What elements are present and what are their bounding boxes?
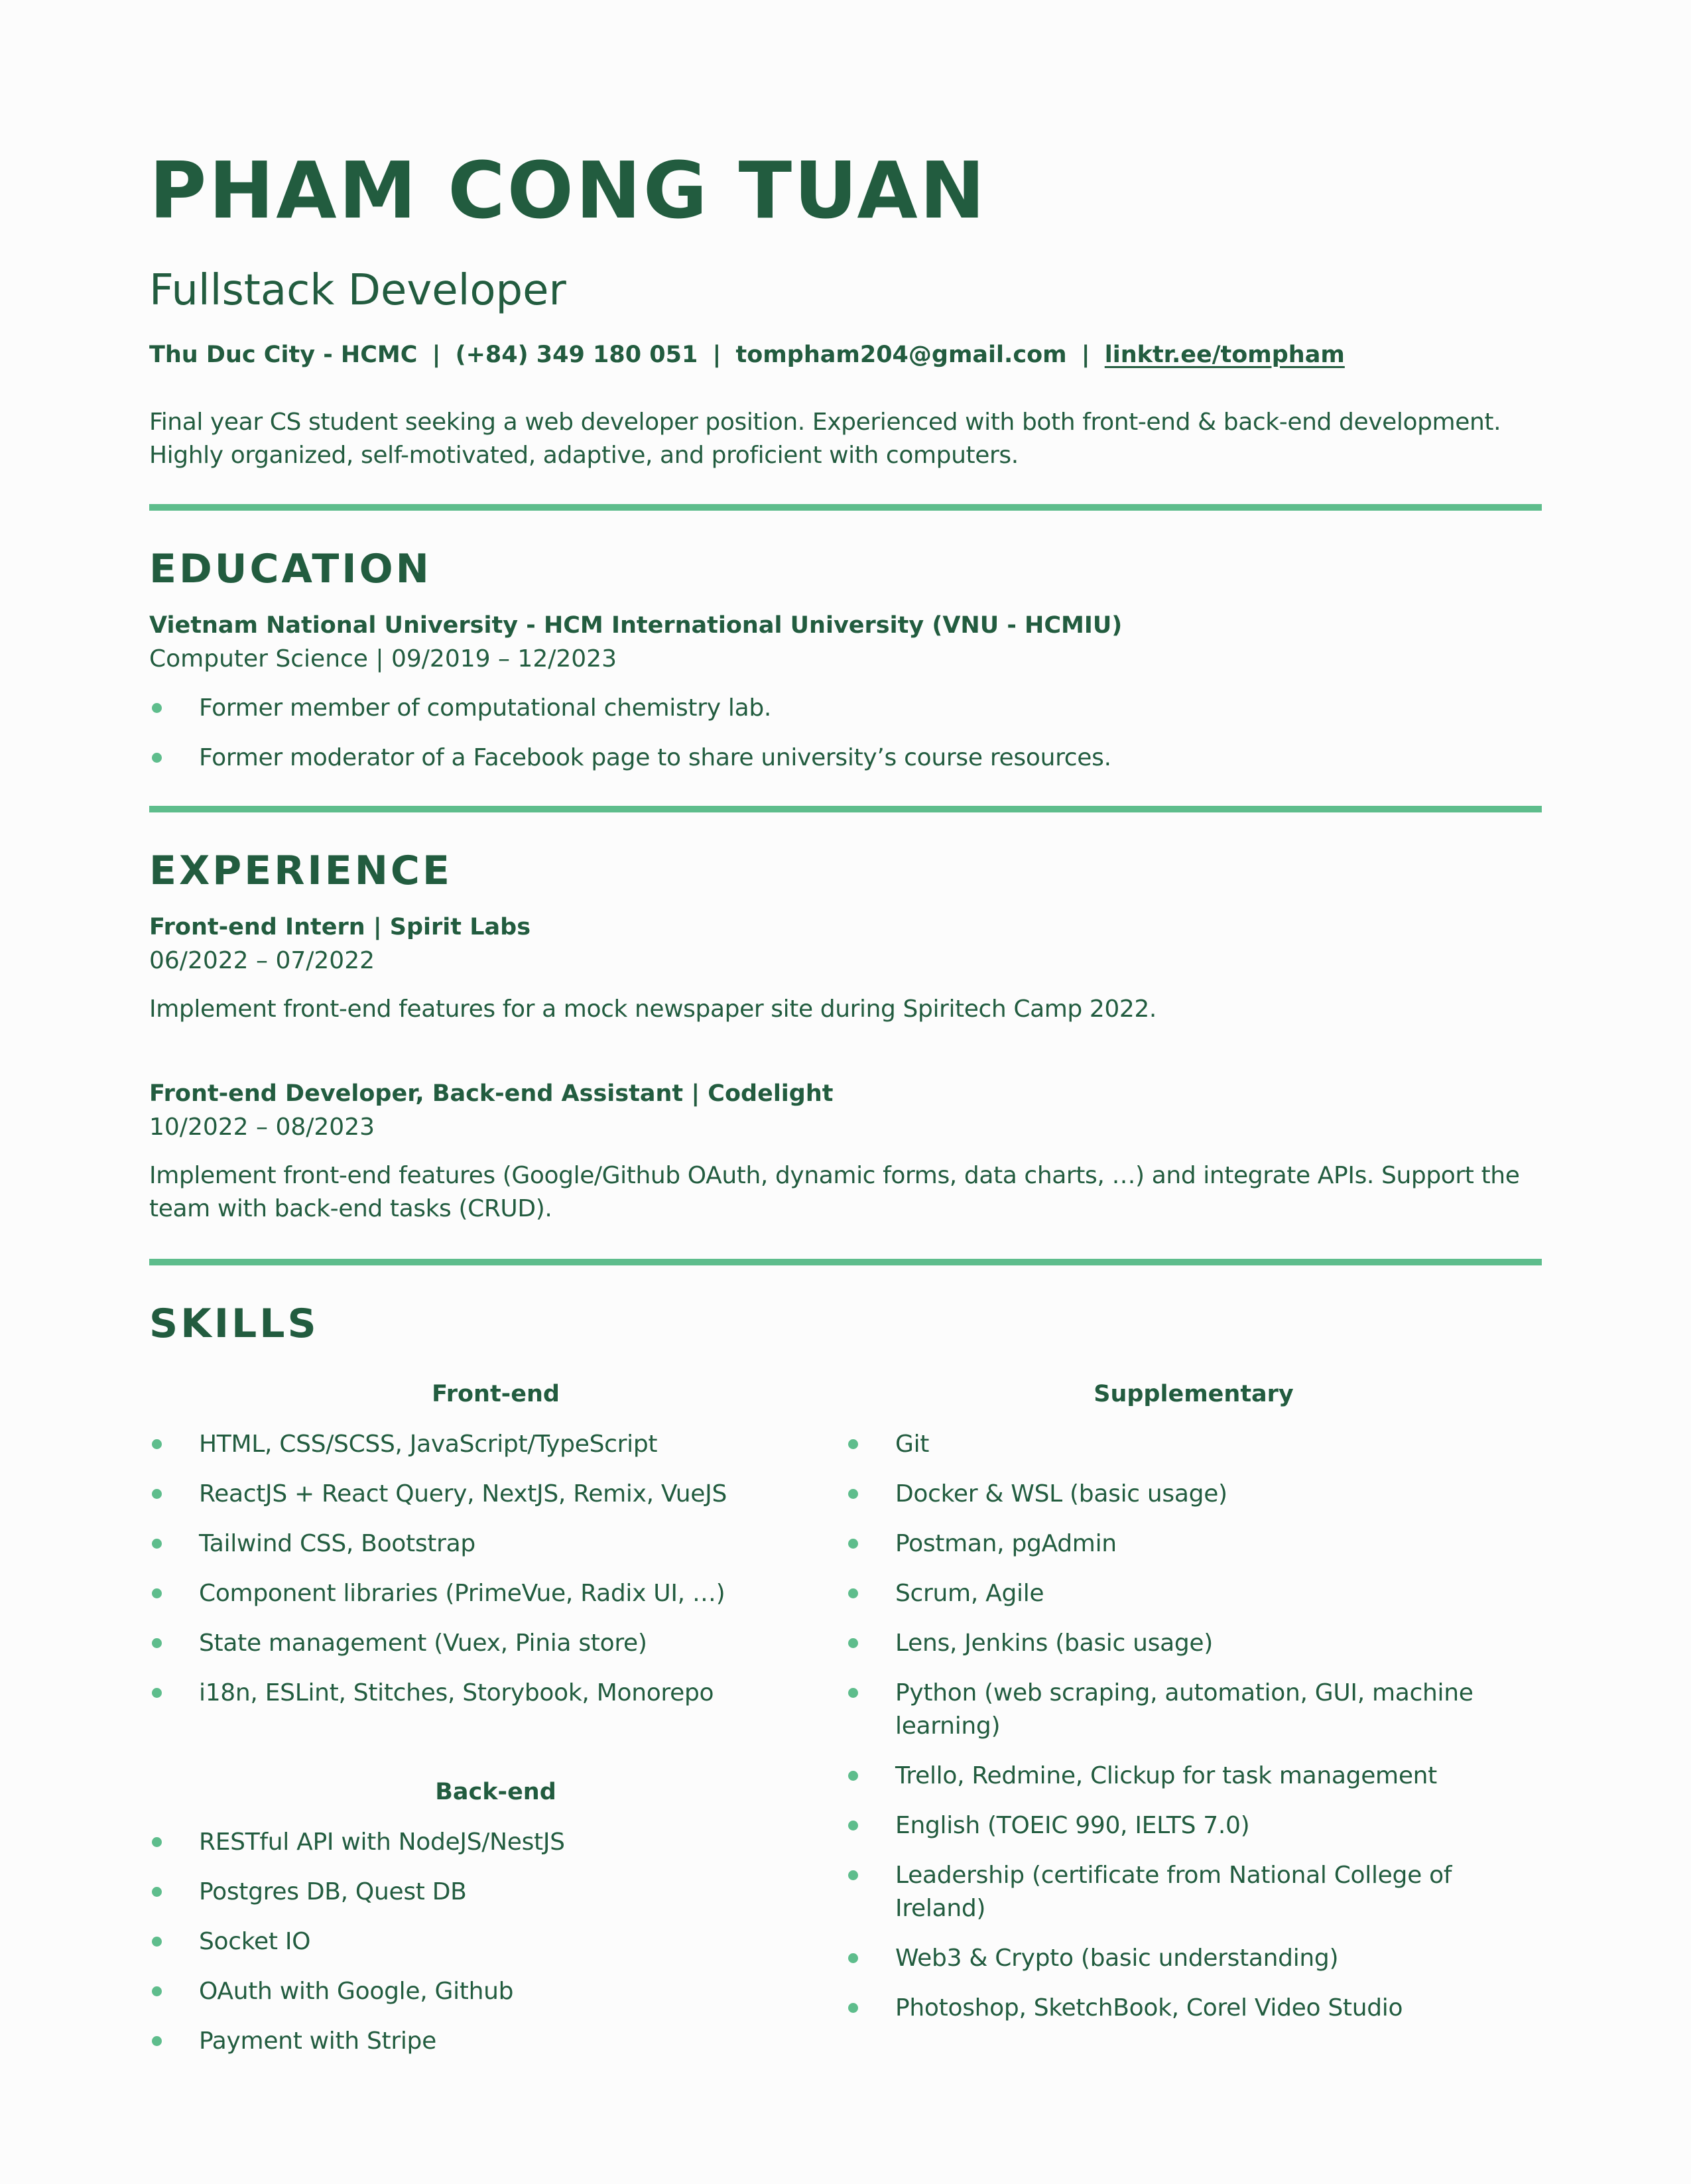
bullet-icon <box>848 1539 858 1549</box>
bullet-icon <box>848 1821 858 1831</box>
summary: Final year CS student seeking a web developer position. Experienced with both front-end & back-end development. Highly organized, self-motivated, adaptive, and proficient with computers. <box>149 409 1501 469</box>
job-description: Implement front-end features for a mock newspaper site during Spiritech Camp 2022. <box>149 996 1157 1023</box>
phone: (+84) 349 180 051 <box>455 342 698 368</box>
list-item: OAuth with Google, Github <box>149 1975 812 2008</box>
list-item: Python (web scraping, automation, GUI, machine learning) <box>845 1677 1535 1743</box>
bullet-icon <box>848 2003 858 2013</box>
bullet-icon <box>848 1489 858 1499</box>
list-item: Former moderator of a Facebook page to share university’s course resources. <box>149 741 1542 775</box>
contact-line <box>149 344 1345 367</box>
bullet-icon <box>152 1986 162 1996</box>
bullet-icon <box>152 1638 162 1648</box>
bullet-icon <box>152 1837 162 1847</box>
bullet-icon <box>848 1439 858 1449</box>
education-list <box>149 692 1542 791</box>
bullet-icon <box>152 1937 162 1947</box>
experience-heading: EXPERIENCE <box>149 848 452 894</box>
list-item: Former member of computational chemistry lab. <box>149 692 1542 725</box>
list-item: Web3 & Crypto (basic understanding) <box>845 1942 1535 1975</box>
list-item: HTML, CSS/SCSS, JavaScript/TypeScript <box>149 1428 812 1461</box>
bullet-icon <box>848 1870 858 1880</box>
list-item: Leadership (certificate from National College of Ireland) <box>845 1859 1535 1925</box>
list-item: RESTful API with NodeJS/NestJS <box>149 1826 812 1859</box>
skills-heading: SKILLS <box>149 1301 319 1347</box>
section-divider <box>149 1259 1542 1265</box>
list-item: Trello, Redmine, Clickup for task management <box>845 1760 1535 1793</box>
bullet-icon <box>152 703 162 713</box>
frontend-heading: Front-end <box>432 1381 560 1407</box>
separator: | <box>432 342 441 368</box>
bullet-icon <box>848 1588 858 1598</box>
job-role: Front-end Intern | Spirit Labs <box>149 914 531 940</box>
program-dates: Computer Science | 09/2019 – 12/2023 <box>149 645 617 673</box>
separator: | <box>1081 342 1090 368</box>
education-heading: EDUCATION <box>149 546 432 592</box>
bullet-icon <box>152 1489 162 1499</box>
location: Thu Duc City - HCMC <box>149 342 418 368</box>
bullet-icon <box>848 1771 858 1781</box>
bullet-icon <box>152 1588 162 1598</box>
linktree-link[interactable]: linktr.ee/tompham <box>1104 342 1345 368</box>
list-item: Git <box>845 1428 1535 1461</box>
backend-list <box>149 1826 812 2075</box>
bullet-icon <box>152 1688 162 1698</box>
school-name: Vietnam National University - HCM International University (VNU - HCMIU) <box>149 612 1123 639</box>
list-item: Postgres DB, Quest DB <box>149 1876 812 1909</box>
job-dates: 10/2022 – 08/2023 <box>149 1114 375 1141</box>
job-role: Front-end Developer, Back-end Assistant | Codelight <box>149 1080 834 1107</box>
bullet-icon <box>848 1688 858 1698</box>
list-item: Docker & WSL (basic usage) <box>845 1478 1535 1511</box>
section-divider <box>149 806 1542 812</box>
bullet-icon <box>848 1953 858 1963</box>
bullet-icon <box>152 1887 162 1897</box>
list-item: Photoshop, SketchBook, Corel Video Studio <box>845 1992 1535 2025</box>
list-item: Socket IO <box>149 1925 812 1959</box>
bullet-icon <box>152 753 162 763</box>
list-item: i18n, ESLint, Stitches, Storybook, Monorepo <box>149 1677 812 1710</box>
separator: | <box>712 342 721 368</box>
bullet-icon <box>152 1439 162 1449</box>
list-item: English (TOEIC 990, IELTS 7.0) <box>845 1809 1535 1842</box>
supplementary-list <box>845 1428 1535 2041</box>
list-item: ReactJS + React Query, NextJS, Remix, VueJS <box>149 1478 812 1511</box>
supplementary-heading: Supplementary <box>1094 1381 1294 1407</box>
list-item: Payment with Stripe <box>149 2025 812 2058</box>
email: tompham204@gmail.com <box>735 342 1067 368</box>
list-item: State management (Vuex, Pinia store) <box>149 1627 812 1660</box>
list-item: Lens, Jenkins (basic usage) <box>845 1627 1535 1660</box>
candidate-name: PHAM CONG TUAN <box>149 145 987 236</box>
job-description: Implement front-end features (Google/Github OAuth, dynamic forms, data charts, …) and integrate APIs. Support the team with back-end tasks (CRUD). <box>149 1162 1520 1222</box>
job-dates: 06/2022 – 07/2022 <box>149 947 375 974</box>
bullet-icon <box>152 1539 162 1549</box>
job-title: Fullstack Developer <box>149 266 566 315</box>
list-item: Postman, pgAdmin <box>845 1527 1535 1561</box>
bullet-icon <box>152 2036 162 2046</box>
list-item: Component libraries (PrimeVue, Radix UI, …) <box>149 1577 812 1610</box>
bullet-icon <box>848 1638 858 1648</box>
list-item: Tailwind CSS, Bootstrap <box>149 1527 812 1561</box>
section-divider <box>149 504 1542 511</box>
list-item: Scrum, Agile <box>845 1577 1535 1610</box>
backend-heading: Back-end <box>435 1779 556 1805</box>
frontend-list <box>149 1428 812 1726</box>
